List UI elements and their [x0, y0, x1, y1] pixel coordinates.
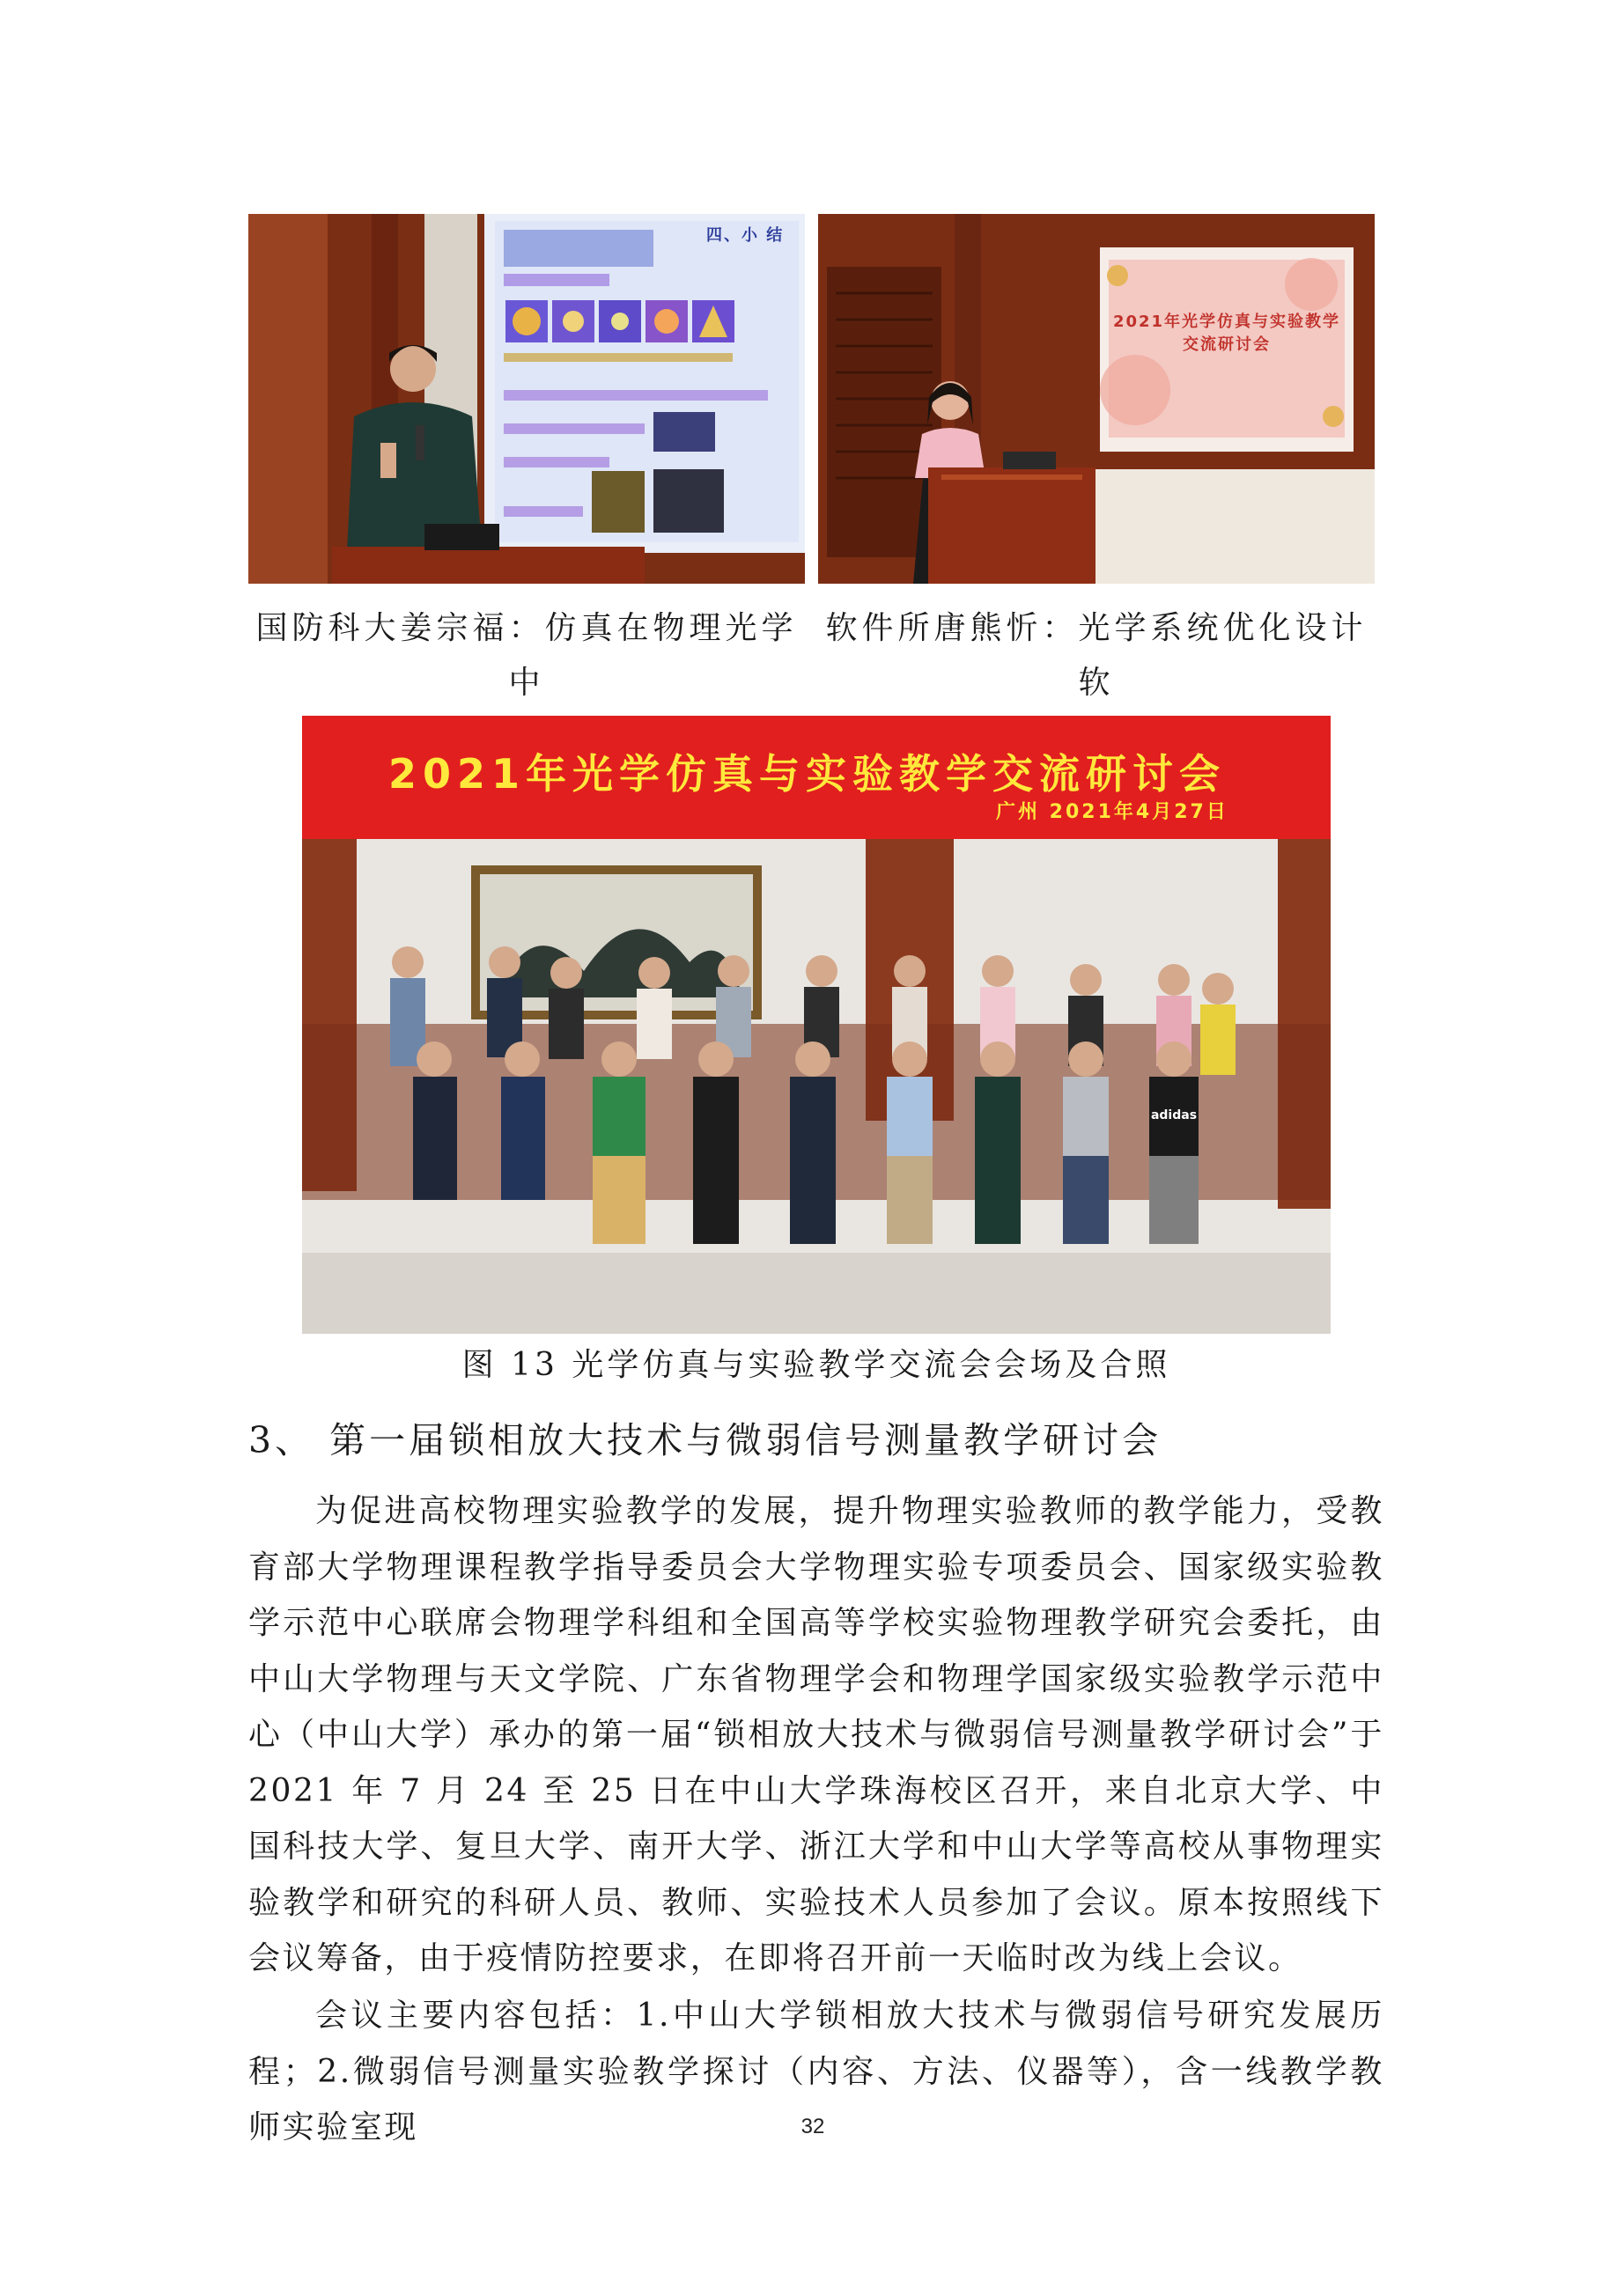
slide-heading: 四、小 结	[706, 226, 785, 245]
group-photo	[302, 716, 1331, 1334]
banner-subtitle: 广州 2021年4月27日	[996, 801, 1228, 823]
slide-title-line1: 2021年光学仿真与实验教学	[1112, 313, 1341, 331]
figure-caption: 图 13 光学仿真与实验教学交流会会场及合照	[461, 1347, 1171, 1383]
page-number: 32	[800, 2115, 825, 2138]
group-photo-banner	[302, 716, 1331, 839]
photo-speaker-left-image	[248, 214, 805, 584]
caption-right-line1: 软件所唐熊忻：光学系统优化设计软	[825, 610, 1368, 701]
group-photo-image	[302, 839, 1331, 1334]
paragraph-1: 为促进高校物理实验教学的发展，提升物理实验教师的教学能力，受教育部大学物理课程教学指导委员会大学物理实验专项委员会、国家级实验教学示范中心联席会物理学科组和全国高等学校实验物理教学研究会委托，由中山大学物理与天文学院、广东省物理学会和物理学国家级实验教学示范中心（中山大学）承办的第一届“锁相放大技术与微弱信号测量教学研讨会”于 2021 年 7 月 24 至 25 日在中山大学珠海校区召开，来自北京大学、中国科技大学、复旦大学、南开大学、浙江大学和中山大学等高校从事物理实验教学和研究的科研人员、教师、实验技术人员参加了会议。原本按照线下会议筹备，由于疫情防控要求，在即将召开前一天临时改为线上会议。	[248, 1493, 1384, 1976]
banner-title: 2021年光学仿真与实验教学交流研讨会	[388, 750, 1227, 798]
slide-title	[1109, 311, 1345, 357]
paragraph-2: 会议主要内容包括：1.中山大学锁相放大技术与微弱信号研究发展历程；2.微弱信号测量实验教学探讨（内容、方法、仪器等），含一线教学教师实验室现	[248, 1998, 1384, 2145]
photo-speaker-left	[248, 214, 805, 584]
caption-left-line1: 国防科大姜宗福：仿真在物理光学中	[255, 610, 798, 701]
photo-speaker-right-image	[818, 214, 1375, 584]
slide-title-line2: 交流研讨会	[1183, 335, 1271, 354]
shirt-text: adidas	[1150, 1108, 1198, 1122]
section-heading: 3、 第一届锁相放大技术与微弱信号测量教学研讨会	[248, 1419, 1162, 1461]
photo-speaker-right	[818, 214, 1375, 584]
